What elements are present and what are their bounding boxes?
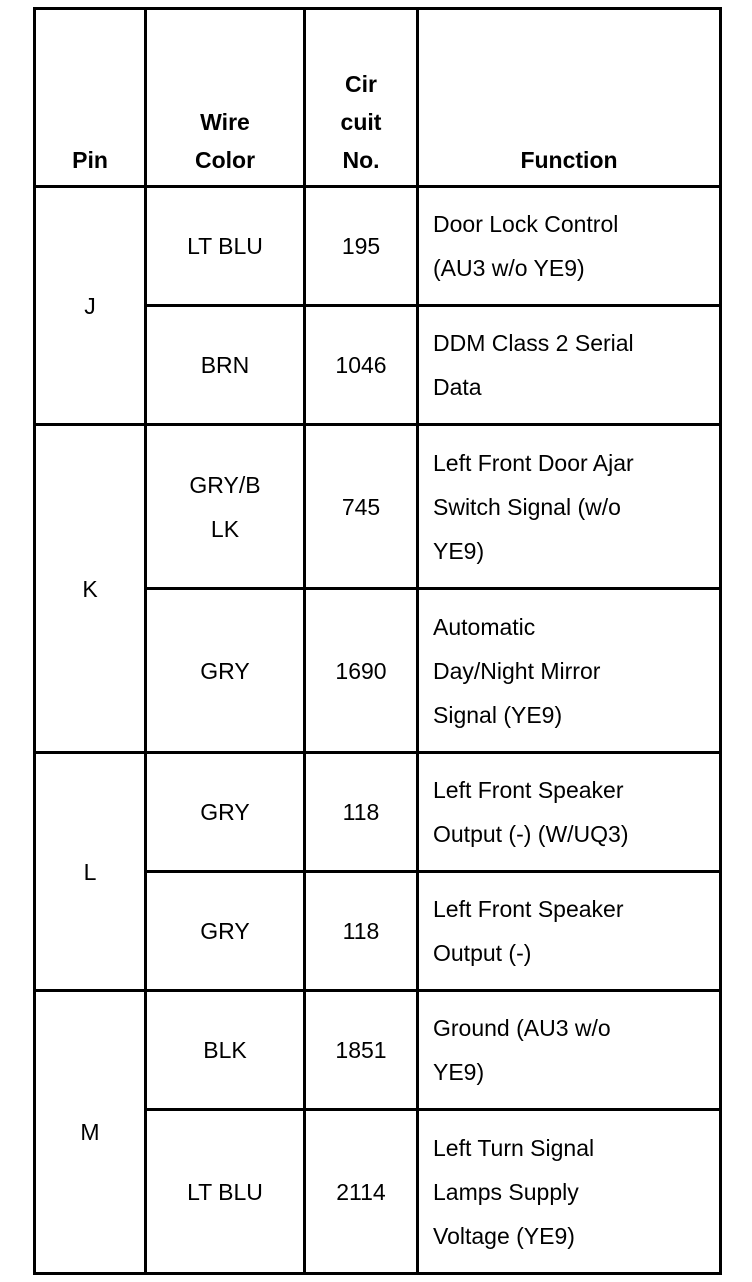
function-cell: Left Front Door Ajar Switch Signal (w/o YE9) xyxy=(418,425,721,589)
wire-color-cell: GRY/B LK xyxy=(146,425,305,589)
wire-color-cell: LT BLU xyxy=(146,187,305,306)
function-cell: Door Lock Control (AU3 w/o YE9) xyxy=(418,187,721,306)
header-wire-color: Wire Color xyxy=(146,9,305,187)
circuit-cell: 195 xyxy=(305,187,418,306)
table-row xyxy=(35,425,721,589)
header-row xyxy=(35,9,721,187)
function-cell: Ground (AU3 w/o YE9) xyxy=(418,991,721,1110)
table-row xyxy=(35,753,721,872)
circuit-cell: 1690 xyxy=(305,589,418,753)
function-cell: Left Turn Signal Lamps Supply Voltage (YE9) xyxy=(418,1110,721,1274)
wire-color-cell: GRY xyxy=(146,589,305,753)
function-cell: Automatic Day/Night Mirror Signal (YE9) xyxy=(418,589,721,753)
circuit-cell: 745 xyxy=(305,425,418,589)
wire-color-cell: GRY xyxy=(146,753,305,872)
pin-cell: K xyxy=(35,425,146,753)
function-cell: Left Front Speaker Output (-) (W/UQ3) xyxy=(418,753,721,872)
header-circuit-no: Cir cuit No. xyxy=(305,9,418,187)
wire-color-cell: GRY xyxy=(146,872,305,991)
header-pin: Pin xyxy=(35,9,146,187)
wire-color-cell: BRN xyxy=(146,306,305,425)
circuit-cell: 118 xyxy=(305,872,418,991)
pin-cell: L xyxy=(35,753,146,991)
header-function: Function xyxy=(418,9,721,187)
table-row xyxy=(35,991,721,1110)
table-row xyxy=(35,187,721,306)
pin-cell: M xyxy=(35,991,146,1274)
circuit-cell: 1046 xyxy=(305,306,418,425)
wire-color-cell: LT BLU xyxy=(146,1110,305,1274)
wire-color-cell: BLK xyxy=(146,991,305,1110)
circuit-cell: 2114 xyxy=(305,1110,418,1274)
connector-pinout-table xyxy=(33,7,722,1275)
circuit-cell: 118 xyxy=(305,753,418,872)
function-cell: Left Front Speaker Output (-) xyxy=(418,872,721,991)
circuit-cell: 1851 xyxy=(305,991,418,1110)
pin-cell: J xyxy=(35,187,146,425)
function-cell: DDM Class 2 Serial Data xyxy=(418,306,721,425)
